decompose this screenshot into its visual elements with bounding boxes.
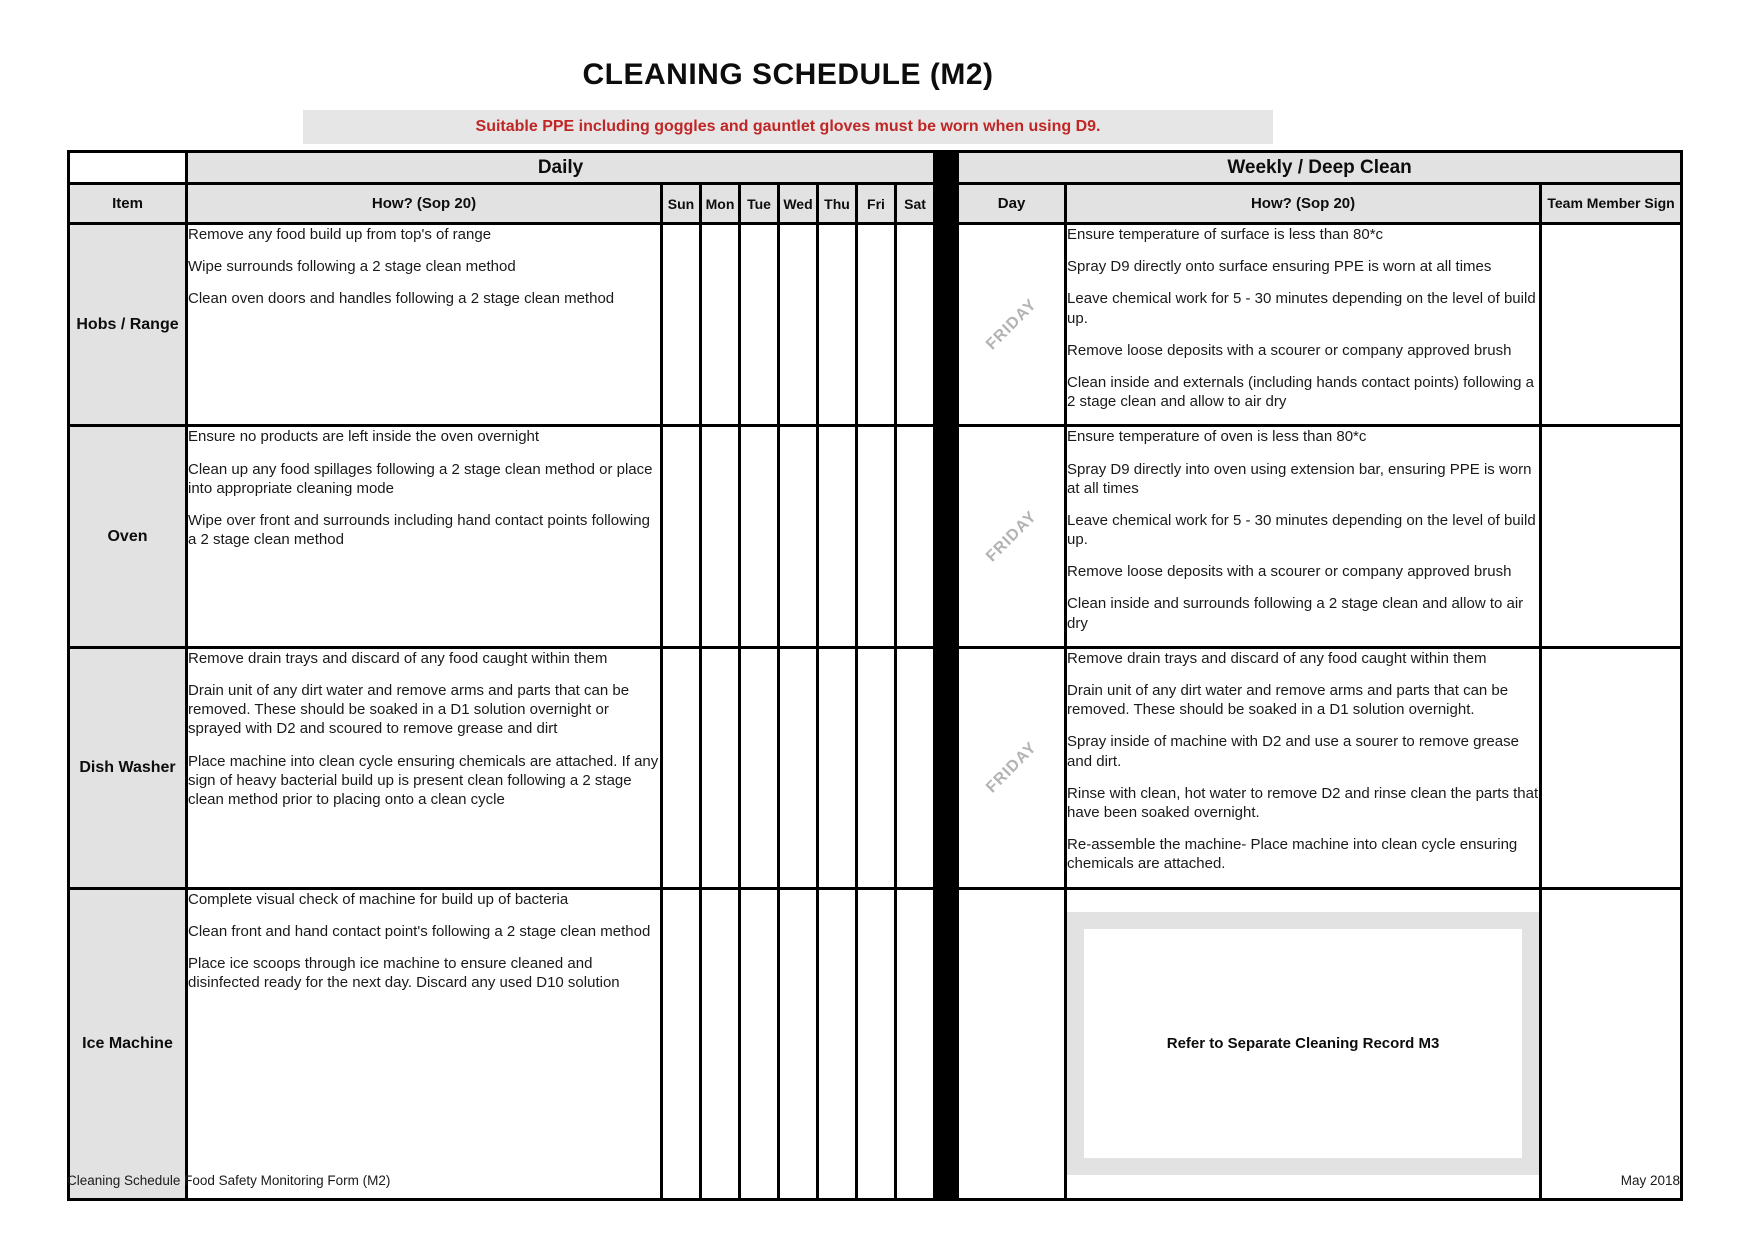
item-cell: Oven bbox=[69, 426, 187, 648]
item-cell: Dish Washer bbox=[69, 647, 187, 888]
day-tick-cell-tue bbox=[740, 224, 779, 426]
corner-spacer bbox=[69, 152, 187, 184]
weekly-note-text: Refer to Separate Cleaning Record M3 bbox=[1166, 1035, 1440, 1052]
instruction-step: Clean oven doors and handles following a 2 stage clean method bbox=[188, 290, 615, 308]
day-tick-cell-mon bbox=[701, 426, 740, 648]
column-header-how-daily: How? (Sop 20) bbox=[187, 184, 662, 224]
item-cell: Ice Machine bbox=[69, 888, 187, 1199]
instruction-step: Wipe surrounds following a 2 stage clean method bbox=[188, 258, 516, 276]
instruction-step: Remove drain trays and discard of any food caught within them bbox=[1067, 649, 1487, 667]
column-header-tue: Tue bbox=[740, 184, 779, 224]
footer-date: May 2018 bbox=[1620, 1173, 1680, 1188]
page-title: CLEANING SCHEDULE (M2) bbox=[582, 58, 994, 91]
note-frame bbox=[1067, 912, 1539, 1175]
weekly-how-cell bbox=[1066, 224, 1541, 426]
day-stamp: FRIDAY bbox=[982, 295, 1040, 353]
team-member-sign-cell bbox=[1541, 647, 1682, 888]
note-box bbox=[1084, 929, 1522, 1158]
day-tick-cell-sun bbox=[662, 647, 701, 888]
table-row-hobs-range bbox=[69, 224, 1682, 426]
column-header-thu: Thu bbox=[818, 184, 857, 224]
day-tick-cell-thu bbox=[818, 647, 857, 888]
team-member-sign-cell bbox=[1541, 888, 1682, 1199]
instruction-step: Clean front and hand contact point's following a 2 stage clean method bbox=[188, 922, 651, 940]
ppe-warning-text: Suitable PPE including goggles and gauntlet gloves must be worn when using D9. bbox=[475, 118, 1101, 135]
instruction-step: Drain unit of any dirt water and remove arms and parts that can be removed. These should be soaked in a D1 solution overnight. bbox=[1067, 682, 1509, 719]
day-tick-cell-sun bbox=[662, 224, 701, 426]
instruction-step: Remove loose deposits with a scourer or company approved brush bbox=[1067, 341, 1512, 359]
instruction-step: Place ice scoops through ice machine to ensure cleaned and disinfected ready for the next day. Discard any used D10 solution bbox=[188, 954, 620, 992]
weekly-how-cell bbox=[1066, 426, 1541, 648]
day-stamp: FRIDAY bbox=[982, 507, 1040, 565]
column-header-team-member-sign: Team Member Sign bbox=[1541, 184, 1682, 224]
weekly-day-cell bbox=[958, 888, 1066, 1199]
day-tick-cell-mon bbox=[701, 888, 740, 1199]
instruction-step: Spray inside of machine with D2 and use a sourer to remove grease and dirt. bbox=[1067, 733, 1519, 770]
instruction-step: Ensure no products are left inside the oven overnight bbox=[188, 428, 540, 446]
team-member-sign-cell bbox=[1541, 426, 1682, 648]
column-header-mon: Mon bbox=[701, 184, 740, 224]
day-tick-cell-wed bbox=[779, 647, 818, 888]
cleaning-schedule-table bbox=[67, 150, 1683, 1201]
instruction-step: Re-assemble the machine- Place machine into clean cycle ensuring chemicals are attached. bbox=[1067, 836, 1518, 873]
section-header-weekly: Weekly / Deep Clean bbox=[958, 152, 1682, 184]
section-divider-bar bbox=[935, 152, 958, 1200]
instruction-step: Spray D9 directly into oven using extension bar, ensuring PPE is worn at all times bbox=[1067, 460, 1532, 497]
day-tick-cell-wed bbox=[779, 224, 818, 426]
day-tick-cell-sat bbox=[896, 888, 935, 1199]
instruction-step: Spray D9 directly onto surface ensuring PPE is worn at all times bbox=[1067, 258, 1492, 276]
day-tick-cell-tue bbox=[740, 647, 779, 888]
instruction-step: Remove any food build up from top's of range bbox=[188, 226, 492, 243]
column-header-sun: Sun bbox=[662, 184, 701, 224]
day-tick-cell-mon bbox=[701, 647, 740, 888]
daily-how-cell bbox=[187, 426, 662, 648]
daily-how-cell bbox=[187, 888, 662, 1199]
team-member-sign-cell bbox=[1541, 224, 1682, 426]
column-header-item: Item bbox=[69, 184, 187, 224]
column-header-day: Day bbox=[958, 184, 1066, 224]
table-row-oven bbox=[69, 426, 1682, 648]
day-tick-cell-fri bbox=[857, 224, 896, 426]
weekly-day-cell bbox=[958, 224, 1066, 426]
instruction-step: Clean inside and externals (including hands contact points) following a 2 stage clean and allow to air dry bbox=[1067, 373, 1534, 411]
column-header-how-weekly: How? (Sop 20) bbox=[1066, 184, 1541, 224]
day-tick-cell-fri bbox=[857, 647, 896, 888]
column-header-sat: Sat bbox=[896, 184, 935, 224]
daily-how-cell bbox=[187, 647, 662, 888]
day-tick-cell-thu bbox=[818, 888, 857, 1199]
column-header-row bbox=[69, 184, 1682, 224]
instruction-step: Place machine into clean cycle ensuring chemicals are attached. If any sign of heavy bacterial build up is present clean following a 2 stage clean method prior to placing onto a clean cycle bbox=[188, 752, 659, 808]
table-row-dish-washer bbox=[69, 647, 1682, 888]
column-header-fri: Fri bbox=[857, 184, 896, 224]
instruction-step: Wipe over front and surrounds including hand contact points following a 2 stage clean method bbox=[188, 511, 650, 549]
instruction-step: Remove drain trays and discard of any food caught within them bbox=[188, 649, 608, 667]
day-tick-cell-fri bbox=[857, 888, 896, 1199]
day-stamp: FRIDAY bbox=[982, 738, 1040, 796]
day-tick-cell-wed bbox=[779, 888, 818, 1199]
table-row-ice-machine bbox=[69, 888, 1682, 1199]
ppe-warning-banner bbox=[303, 110, 1273, 144]
day-tick-cell-sat bbox=[896, 224, 935, 426]
day-tick-cell-mon bbox=[701, 224, 740, 426]
instruction-step: Leave chemical work for 5 - 30 minutes depending on the level of build up. bbox=[1067, 511, 1536, 549]
column-header-wed: Wed bbox=[779, 184, 818, 224]
section-header-row bbox=[69, 152, 1682, 184]
weekly-note-cell bbox=[1066, 888, 1541, 1199]
day-tick-cell-thu bbox=[818, 426, 857, 648]
instruction-step: Clean up any food spillages following a 2 stage clean method or place into appropriate cleaning mode bbox=[188, 460, 653, 497]
instruction-step: Ensure temperature of oven is less than 80*c bbox=[1067, 428, 1367, 446]
item-cell: Hobs / Range bbox=[69, 224, 187, 426]
day-tick-cell-thu bbox=[818, 224, 857, 426]
day-tick-cell-tue bbox=[740, 888, 779, 1199]
instruction-step: Drain unit of any dirt water and remove arms and parts that can be removed. These should be soaked in a D1 solution overnight or sprayed with D2 and scoured to remove grease and dirt bbox=[188, 682, 630, 738]
section-header-daily: Daily bbox=[187, 152, 935, 184]
instruction-step: Ensure temperature of surface is less than 80*c bbox=[1067, 226, 1384, 243]
day-tick-cell-sun bbox=[662, 426, 701, 648]
instruction-step: Rinse with clean, hot water to remove D2 and rinse clean the parts that have been soaked overnight. bbox=[1067, 784, 1539, 821]
instruction-step: Clean inside and surrounds following a 2 stage clean and allow to air dry bbox=[1067, 595, 1524, 632]
day-tick-cell-tue bbox=[740, 426, 779, 648]
footer-form-name: Cleaning Schedule Food Safety Monitoring Form (M2) bbox=[67, 1173, 391, 1188]
day-tick-cell-sat bbox=[896, 647, 935, 888]
weekly-day-cell bbox=[958, 647, 1066, 888]
weekly-day-cell bbox=[958, 426, 1066, 648]
day-tick-cell-sun bbox=[662, 888, 701, 1199]
day-tick-cell-wed bbox=[779, 426, 818, 648]
daily-how-cell bbox=[187, 224, 662, 426]
day-tick-cell-sat bbox=[896, 426, 935, 648]
day-tick-cell-fri bbox=[857, 426, 896, 648]
weekly-how-cell bbox=[1066, 647, 1541, 888]
instruction-step: Leave chemical work for 5 - 30 minutes depending on the level of build up. bbox=[1067, 290, 1536, 327]
instruction-step: Remove loose deposits with a scourer or company approved brush bbox=[1067, 563, 1512, 581]
instruction-step: Complete visual check of machine for build up of bacteria bbox=[188, 890, 569, 908]
